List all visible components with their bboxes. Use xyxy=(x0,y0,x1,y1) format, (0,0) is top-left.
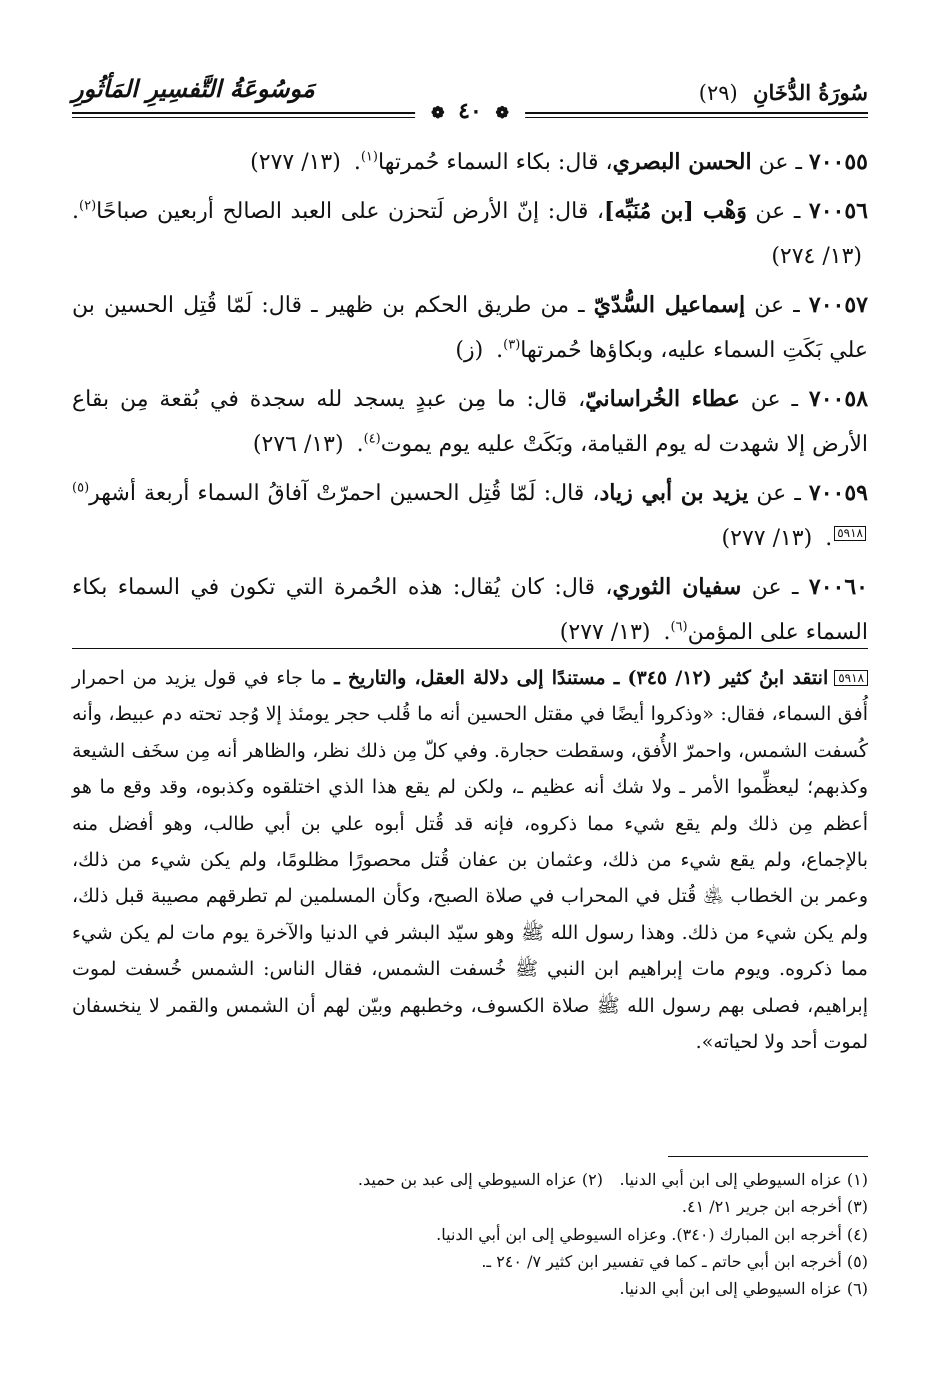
footnote-row xyxy=(72,1221,868,1248)
entry-tail: . xyxy=(663,620,671,645)
volume-reference: (١٣/ ٢٧٧) xyxy=(250,150,341,175)
commentary-link-badge[interactable]: ٥٩١٨ xyxy=(834,526,866,541)
entry-intro: ـ عن xyxy=(745,293,809,318)
narration-entry xyxy=(72,283,868,373)
entry-intro: ـ عن xyxy=(746,199,809,224)
footnotes xyxy=(72,1166,868,1302)
footnote-row xyxy=(72,1166,868,1193)
ornament-right-icon: ❁ xyxy=(495,103,509,122)
footnote-item xyxy=(481,1248,868,1275)
entry-text: ـ من طريق الحكم بن ظهير ـ قال: لَمّا قُتِل الحسين بن علي بَكَتِ السماء عليه، وبكاؤها حُمرتها xyxy=(72,293,868,363)
footnote-marker[interactable]: (١) xyxy=(360,149,378,165)
entry-text: ، قال: كان يُقال: هذه الحُمرة التي تكون في السماء بكاء السماء على المؤمن xyxy=(72,575,868,645)
footnote-item xyxy=(358,1166,603,1193)
entry-text: ، قال: ما مِن عبدٍ يسجد لله سجدة في بُقعة مِن بقاع الأرض إلا شهدت له يوم القيامة، وبَكَتْ عليه يوم يموت xyxy=(72,387,868,457)
entry-tail: . xyxy=(496,338,504,363)
entry-text: ، قال: إنّ الأرض لَتحزن على العبد الصالح أربعين صباحًا xyxy=(96,199,605,224)
footnote-item xyxy=(619,1275,868,1302)
commentary-block xyxy=(72,660,868,1060)
narrator-name: يزيد بن أبي زياد xyxy=(599,480,749,506)
footnote-number: (٤) xyxy=(846,1224,868,1244)
footnote-text: عزاه السيوطي إلى ابن أبي الدنيا. xyxy=(619,1279,842,1299)
running-header xyxy=(72,70,868,124)
chapter-name: سُورَةُ الدُّخَانِ xyxy=(753,80,868,105)
footnote-marker[interactable]: (٦) xyxy=(670,619,688,635)
footnote-text: أخرجه ابن جرير ٢١/ ٤١. xyxy=(681,1197,842,1217)
volume-reference: (ز) xyxy=(455,338,484,363)
footnote-number: (٥) xyxy=(846,1251,868,1271)
narrator-name: عطاء الخُراسانيّ xyxy=(585,386,740,412)
entry-intro: ـ عن xyxy=(748,481,809,506)
entry-text: ، قال: لَمّا قُتِل الحسين احمرّتْ آفاقُ السماء أربعة أشهر xyxy=(89,481,600,506)
commentary-body: ما جاء في قول يزيد من احمرار أُفق السماء، فقال: «وذكروا أيضًا في مقتل الحسين أنه ما قُلب حجر يومئذ إلا وُجد تحته دم عبيط، وأنه كُسفت الشمس، واحمرّ الأُفق، وسقطت حجارة. وفي كلّ مِن ذلك نظر، والظاهر أنه مِن سخَف الشيعة وكذبهم؛ ليعظِّموا الأمر ـ ولا شك أنه عظيم ـ، ولكن لم يقع هذا الذي اختلقوه وكذبوه، وقد وقع ما هو أعظم مِن ذلك ولم يقع شيء مما ذكروه، فإنه قد قُتل أبوه علي بن أبي طالب، وهو أفضل منه بالإجماع، ولم يقع شيء من ذلك، وعثمان بن عفان قُتل محصورًا مظلومًا، ولم يكن شيء من ذلك، وعمر بن الخطاب ﵁ قُتل في المحراب في صلاة الصبح، وكأن المسلمين لم تطرقهم مصيبة قبل ذلك، ولم يكن شيء من ذلك. وهذا رسول الله ﷺ وهو سيّد البشر في الدنيا والآخرة يوم مات لم يكن شيء مما ذكروه. ويوم مات إبراهيم ابن النبي ﷺ خُسفت الشمس، فقال الناس: الشمس خُسفت لموت إبراهيم، فصلى بهم رسول الله ﷺ صلاة الكسوف، وخطبهم وبيّن لهم أن الشمس والقمر لا ينخسفان لموت أحد ولا لحياته». xyxy=(72,667,868,1054)
footnote-number: (٦) xyxy=(846,1279,868,1299)
book-page xyxy=(72,0,868,1376)
entry-number: ٧٠٠٥٨ xyxy=(808,386,869,412)
footnote-row xyxy=(72,1248,868,1275)
footnote-text: أخرجه ابن المبارك (٣٤٠). وعزاه السيوطي إلى ابن أبي الدنيا. xyxy=(436,1224,842,1244)
footnote-marker[interactable]: (٤) xyxy=(363,431,381,447)
ornament-left-icon: ❁ xyxy=(431,103,445,122)
footnote-text: عزاه السيوطي إلى عبد بن حميد. xyxy=(357,1170,577,1189)
footnote-item xyxy=(682,1193,868,1220)
volume-reference: (١٣/ ٢٧٧) xyxy=(721,526,813,551)
footnote-marker[interactable]: (٣) xyxy=(503,337,521,353)
entry-tail: . xyxy=(356,432,364,457)
section-divider xyxy=(72,648,868,649)
footnote-text: أخرجه ابن أبي حاتم ـ كما في تفسير ابن كثير ٧/ ٢٤٠ ـ. xyxy=(481,1251,842,1271)
narration-entry xyxy=(72,471,868,561)
footnote-item xyxy=(603,1166,868,1193)
narration-list xyxy=(72,140,868,659)
volume-reference: (١٣/ ٢٧٧) xyxy=(559,620,651,645)
commentary-lead: انتقد ابنُ كثير (١٢/ ٣٤٥) ـ مستندًا إلى دلالة العقل، والتاريخ ـ xyxy=(334,667,829,689)
entry-intro: ـ عن xyxy=(741,575,809,600)
narrator-name: وَهْب [بن مُنَبِّه] xyxy=(604,198,747,224)
footnote-marker[interactable]: (٥) xyxy=(72,480,90,496)
entry-number: ٧٠٠٥٥ xyxy=(808,149,868,175)
series-title: مَوسُوعَةُ التَّفسِيرِ المَأثُورِ xyxy=(72,74,315,103)
footnote-number: (٢) xyxy=(581,1170,603,1189)
narrator-name: سفيان الثوري xyxy=(612,574,742,600)
narration-entry xyxy=(72,189,868,279)
entry-text: ، قال: بكاء السماء حُمرتها xyxy=(377,150,613,175)
footnote-item xyxy=(436,1221,868,1248)
footnote-marker[interactable]: (٢) xyxy=(79,198,97,214)
footnote-rule xyxy=(668,1156,868,1157)
chapter-number: (٢٩) xyxy=(698,81,738,105)
footnote-text: عزاه السيوطي إلى ابن أبي الدنيا. xyxy=(619,1170,842,1189)
entry-number: ٧٠٠٥٩ xyxy=(808,480,868,506)
page-number: ٤٠ xyxy=(458,98,482,124)
volume-reference: (١٣/ ٢٧٤) xyxy=(771,244,862,269)
chapter-title xyxy=(699,80,868,105)
narration-entry xyxy=(72,565,868,655)
narration-entry xyxy=(72,140,868,185)
footnote-row xyxy=(72,1275,868,1302)
entry-tail: . xyxy=(353,150,361,175)
narrator-name: الحسن البصري xyxy=(612,149,752,175)
page-number-block xyxy=(415,98,525,124)
footnote-number: (١) xyxy=(846,1170,868,1189)
footnote-number: (٣) xyxy=(846,1197,868,1217)
narration-entry xyxy=(72,377,868,467)
entry-tail: . xyxy=(72,199,79,224)
entry-number: ٧٠٠٥٦ xyxy=(808,198,868,224)
entry-number: ٧٠٠٥٧ xyxy=(808,292,868,318)
entry-number: ٧٠٠٦٠ xyxy=(808,574,868,600)
narrator-name: إسماعيل السُّدّيّ xyxy=(593,292,746,318)
entry-tail: . xyxy=(825,526,833,551)
volume-reference: (١٣/ ٢٧٦) xyxy=(252,432,344,457)
commentary-number-badge: ٥٩١٨ xyxy=(834,670,868,686)
footnote-row xyxy=(72,1193,868,1220)
entry-intro: ـ عن xyxy=(751,150,809,175)
entry-intro: ـ عن xyxy=(739,387,809,412)
